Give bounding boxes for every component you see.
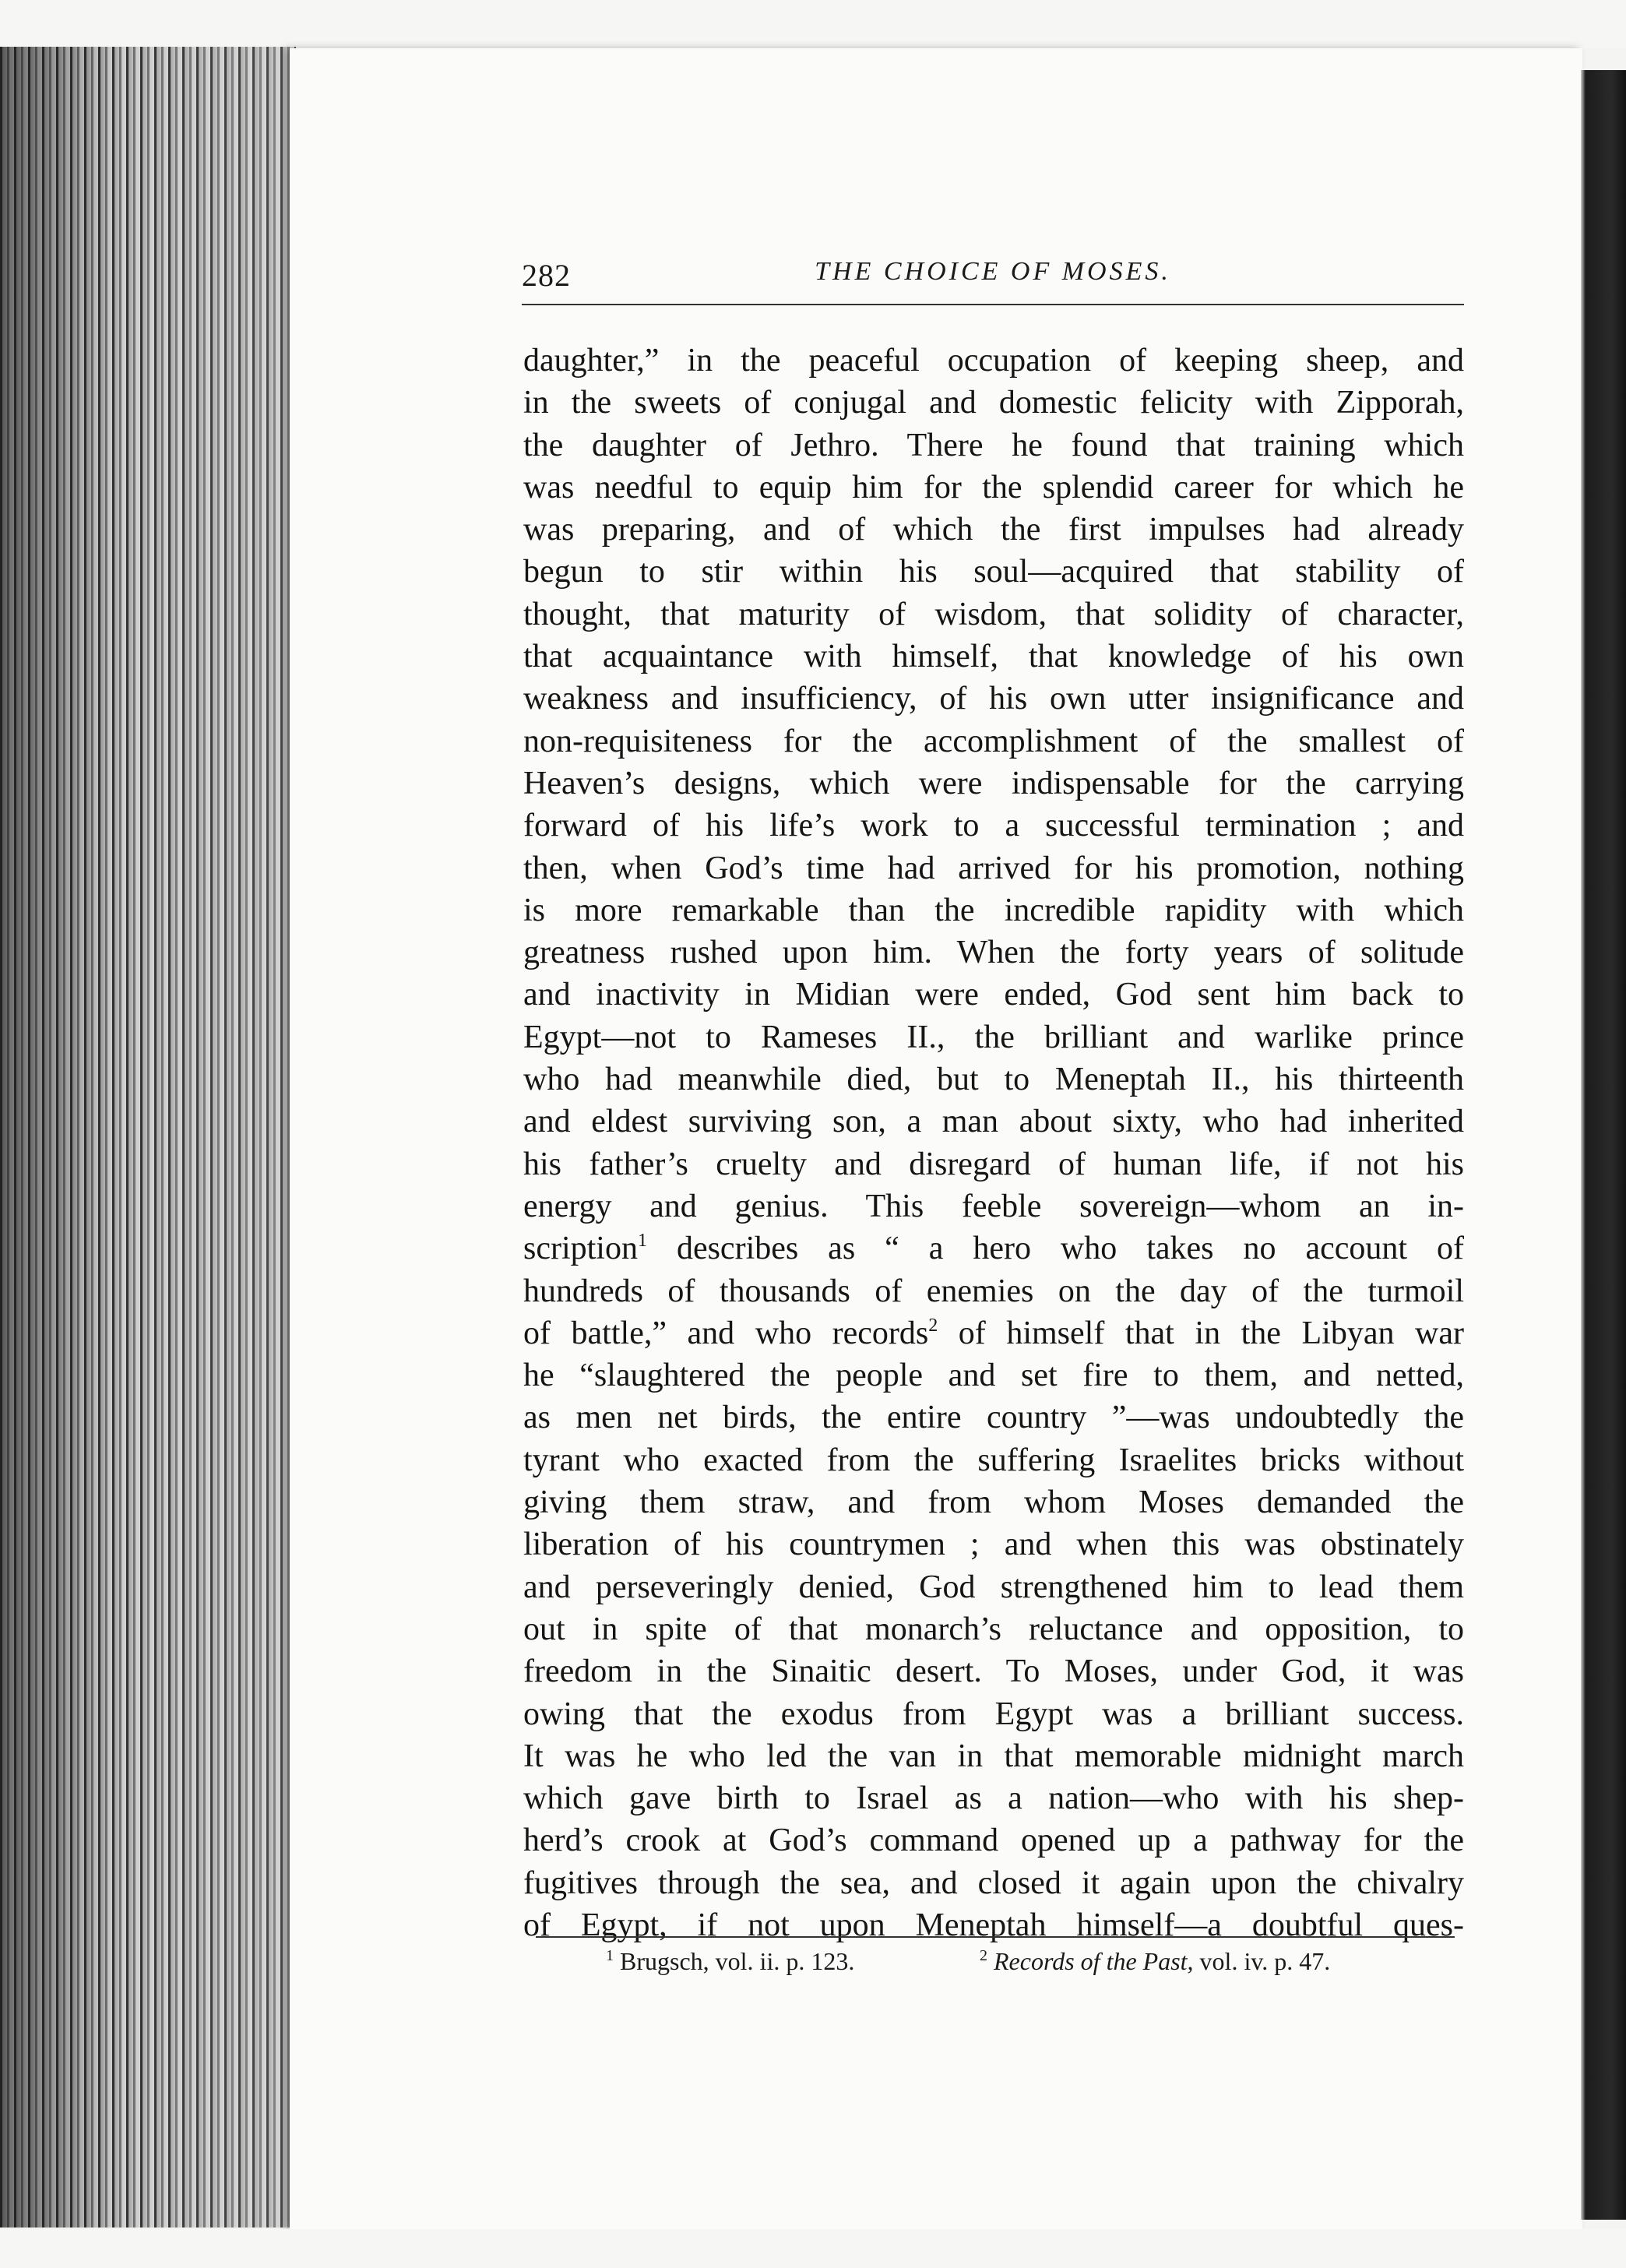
text-line: of battle,” and who records$^2$ of himself that in the Libyan war — [523, 1315, 1464, 1351]
scan-margin-top — [0, 0, 1626, 48]
text-line: the daughter of Jethro. There he found that training which — [523, 427, 1464, 463]
text-line: tyrant who exacted from the suffering Israelites bricks without — [523, 1442, 1464, 1478]
text-line: owing that the exodus from Egypt was a brilliant success. — [523, 1696, 1464, 1732]
footnote-2 — [980, 1947, 1330, 1976]
page-number: 282 — [522, 258, 571, 293]
text-line: weakness and insufficiency, of his own utter insignificance and — [523, 681, 1464, 717]
text-line: and perseveringly denied, God strengthened him to lead them — [523, 1569, 1464, 1605]
text-line: who had meanwhile died, but to Meneptah II., his thirteenth — [523, 1062, 1464, 1098]
text-line: energy and genius. This feeble sovereign—whom an in- — [523, 1188, 1464, 1224]
text-line: that acquaintance with himself, that knowledge of his own — [523, 639, 1464, 675]
text-line: hundreds of thousands of enemies on the day of the turmoil — [523, 1273, 1464, 1309]
text-line: greatness rushed upon him. When the forty years of solitude — [523, 935, 1464, 971]
text-line: and inactivity in Midian were ended, God sent him back to — [523, 977, 1464, 1013]
text-line: of Egypt, if not upon Meneptah himself—a doubtful ques- — [523, 1907, 1464, 1943]
text-line: in the sweets of conjugal and domestic felicity with Zipporah, — [523, 385, 1464, 421]
text-line: his father’s cruelty and disregard of human life, if not his — [523, 1146, 1464, 1182]
text-line: was preparing, and of which the first impulses had already — [523, 512, 1464, 548]
text-line: begun to stir within his soul—acquired that stability of — [523, 554, 1464, 590]
page-edges-stack — [0, 47, 296, 2228]
text-line: Egypt—not to Rameses II., the brilliant and warlike prince — [523, 1019, 1464, 1055]
text-line: is more remarkable than the incredible rapidity with which — [523, 892, 1464, 928]
text-line: then, when God’s time had arrived for his promotion, nothing — [523, 850, 1464, 886]
text-line: which gave birth to Israel as a nation—who with his shep- — [523, 1780, 1464, 1817]
text-line: fugitives through the sea, and closed it again upon the chivalry — [523, 1865, 1464, 1901]
footnotes — [536, 1947, 1455, 1986]
text-line: he “slaughtered the people and set fire to them, and netted, — [523, 1358, 1464, 1394]
text-line: daughter,” in the peaceful occupation of keeping sheep, and — [523, 343, 1464, 379]
running-title: THE CHOICE OF MOSES. — [815, 257, 1171, 286]
book-cover-edge — [1581, 70, 1626, 2220]
text-line: forward of his life’s work to a successful termination ; and — [523, 808, 1464, 844]
footnote-2-title: Records of the Past, — [994, 1947, 1194, 1975]
scan-margin-bottom — [0, 2229, 1626, 2268]
text-line: as men net birds, the entire country ”—was undoubtedly the — [523, 1400, 1464, 1436]
footnote-1-mark: 1 — [606, 1947, 614, 1964]
text-line: out in spite of that monarch’s reluctance and opposition, to — [523, 1611, 1464, 1647]
footnote-2-mark: 2 — [980, 1947, 987, 1964]
footnote-1-text: Brugsch, vol. ii. p. 123. — [620, 1947, 855, 1975]
text-line: It was he who led the van in that memorable midnight march — [523, 1738, 1464, 1774]
text-line: giving them straw, and from whom Moses demanded the — [523, 1484, 1464, 1521]
body-text — [523, 340, 1464, 1946]
text-line: and eldest surviving son, a man about sixty, who had inherited — [523, 1104, 1464, 1140]
text-line: non-requisiteness for the accomplishment of the smallest of — [523, 723, 1464, 759]
footnote-rule — [536, 1936, 1455, 1938]
running-head — [522, 257, 1464, 305]
footnote-1 — [606, 1947, 854, 1976]
text-line: scription$^1$ describes as “ a hero who takes no account of — [523, 1231, 1464, 1267]
footnote-2-text: vol. iv. p. 47. — [1199, 1947, 1331, 1975]
text-line: Heaven’s designs, which were indispensable for the carrying — [523, 765, 1464, 801]
text-line: liberation of his countrymen ; and when this was obstinately — [523, 1527, 1464, 1563]
text-line: freedom in the Sinaitic desert. To Moses, under God, it was — [523, 1653, 1464, 1690]
text-line: herd’s crook at God’s command opened up a pathway for the — [523, 1822, 1464, 1859]
text-line: was needful to equip him for the splendid career for which he — [523, 469, 1464, 505]
text-line: thought, that maturity of wisdom, that solidity of character, — [523, 596, 1464, 632]
